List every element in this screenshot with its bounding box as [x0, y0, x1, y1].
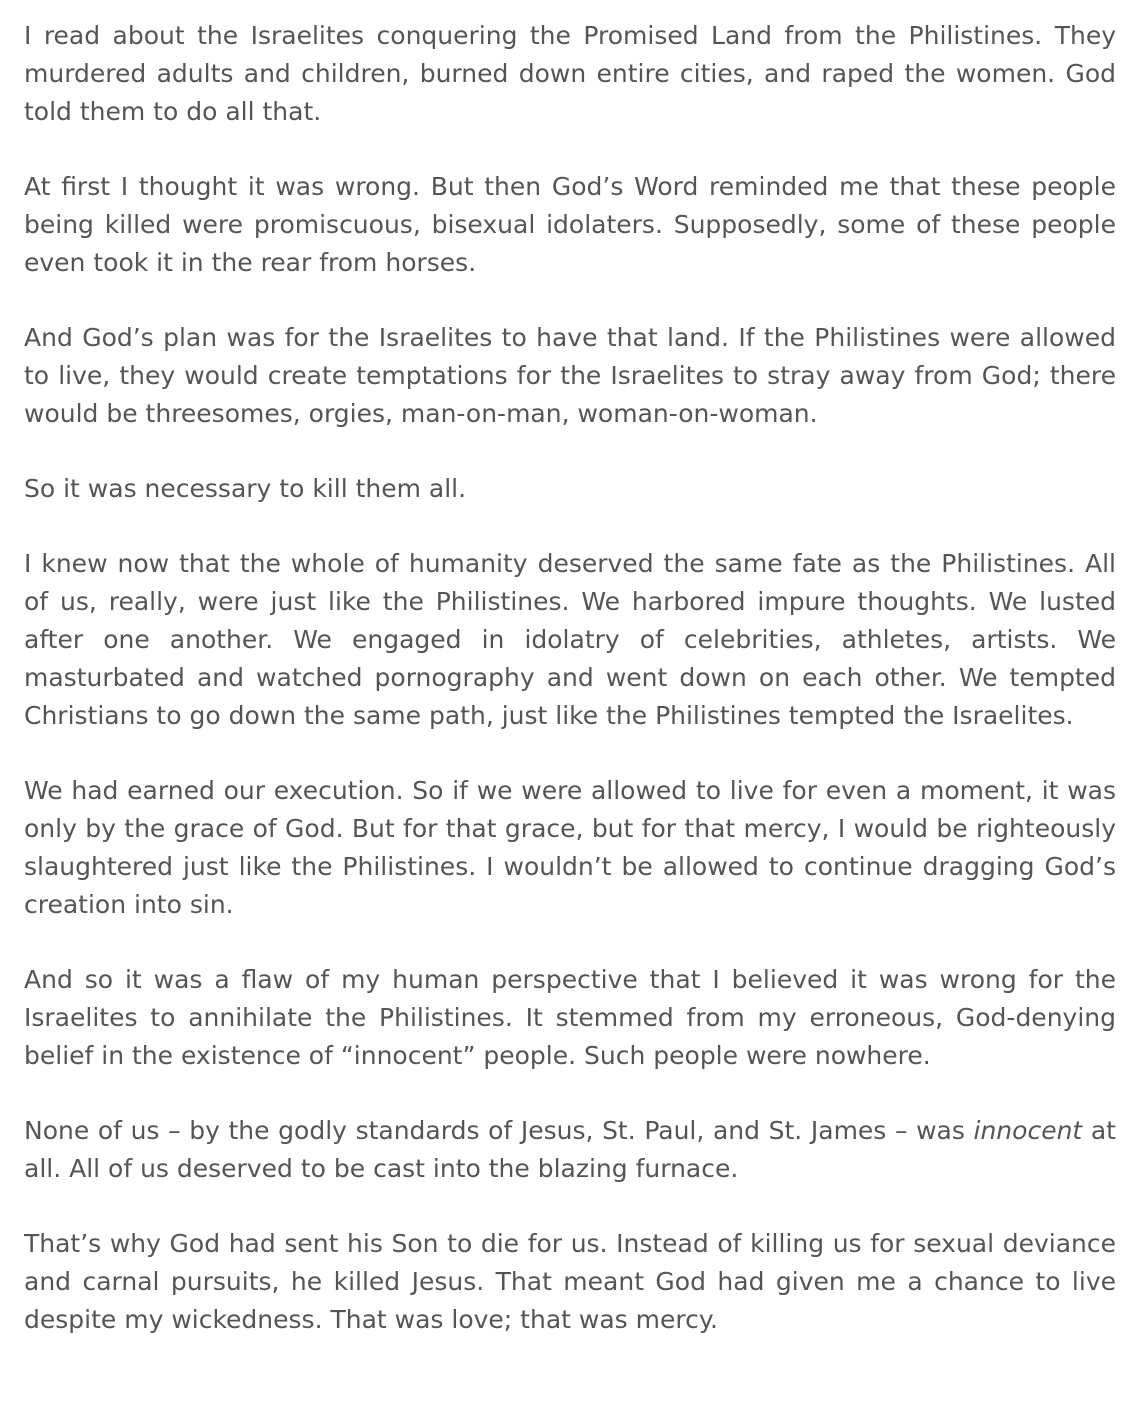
- paragraph-gods-plan: And God’s plan was for the Israelites to have that land. If the Philistines were allowed to live, they would create temptations for the Israelites to stray away from God; there would be threesomes, orgies, man-on-man, woman-on-woman.: [24, 323, 1116, 428]
- paragraph-son-died: That’s why God had sent his Son to die for us. Instead of killing us for sexual deviance and carnal pursuits, he killed Jesus. That meant God had given me a chance to live despite my wickedness. That was love; that was mercy.: [24, 1229, 1116, 1334]
- paragraph-none-innocent-start: None of us – by the godly standards of Jesus, St. Paul, and St. James – was: [24, 1116, 974, 1145]
- paragraph-first-thought: At first I thought it was wrong. But then God’s Word reminded me that these people being killed were promiscuous, bisexual idolaters. Supposedly, some of these people even took it in the rear from horses.: [24, 172, 1116, 277]
- innocent-emphasis: innocent: [973, 1116, 1083, 1145]
- paragraph-israelites-conquest: I read about the Israelites conquering the Promised Land from the Philistines. They murdered adults and children, burned down entire cities, and raped the women. God told them to do all that.: [24, 21, 1116, 126]
- paragraph-necessary: So it was necessary to kill them all.: [24, 474, 467, 503]
- paragraph-execution: We had earned our execution. So if we were allowed to live for even a moment, it was only by the grace of God. But for that grace, but for that mercy, I would be righteously slaughtered just like the Philistines. I wouldn’t be allowed to continue dragging God’s creation into sin.: [24, 776, 1116, 919]
- paragraph-human-perspective: And so it was a flaw of my human perspective that I believed it was wrong for the Israelites to annihilate the Philistines. It stemmed from my erroneous, God-denying belief in the existence of “innocent” people. Such people were nowhere.: [24, 965, 1116, 1070]
- paragraph-none-innocent-end: at all. All of us deserved to be cast into the blazing furnace.: [24, 1116, 1116, 1183]
- paragraph-none-innocent: [24, 1112, 1116, 1188]
- paragraph-humanity: I knew now that the whole of humanity deserved the same fate as the Philistines. All of us, really, were just like the Philistines. We harbored impure thoughts. We lusted after one another. We engaged in idolatry of celebrities, athletes, artists. We masturbated and watched pornography and went down on each other. We tempted Christians to go down the same path, just like the Philistines tempted the Israelites.: [24, 549, 1116, 730]
